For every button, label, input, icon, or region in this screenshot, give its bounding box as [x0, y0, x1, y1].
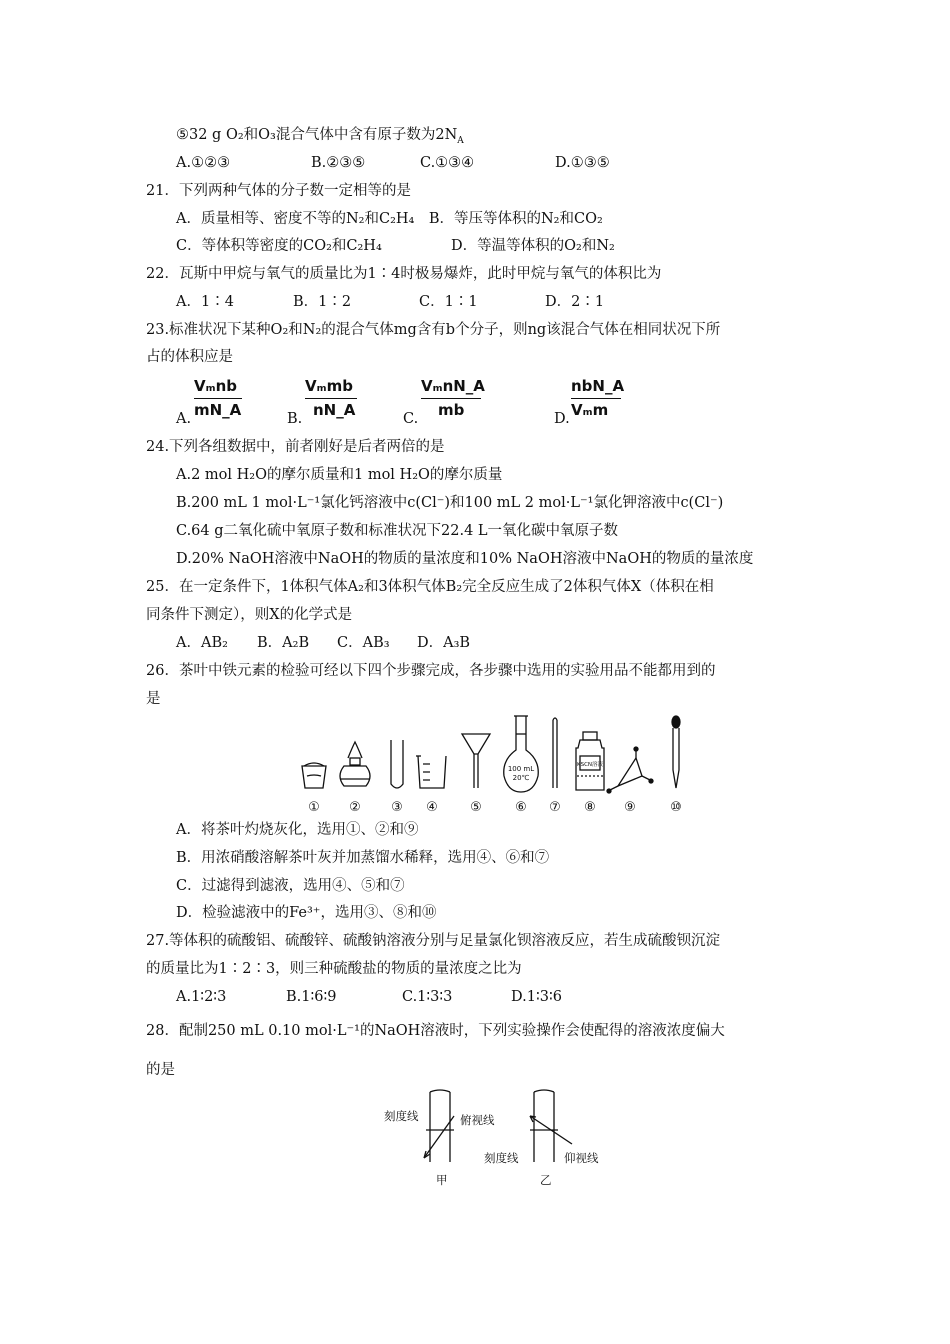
dropper-icon	[672, 716, 680, 788]
fig-label-8: ⑧	[584, 800, 596, 815]
yi-view-label: 仰视线	[564, 1151, 599, 1165]
q23-option-d-denominator: Vₘm	[571, 401, 609, 419]
q23-option-b-label: B.	[287, 411, 303, 427]
q27-option-b: B.1∶6∶9	[286, 989, 337, 1005]
crucible-icon	[302, 763, 326, 788]
jia-scale-label: 刻度线	[384, 1109, 419, 1123]
q23-option-a-label: A.	[176, 411, 192, 427]
q25-stem-line1: 25．在一定条件下，1体积气体A₂和3体积气体B₂完全反应生成了2体积气体X（体积在相	[146, 579, 714, 595]
q23-option-a-denominator: mN_A	[194, 401, 242, 419]
q22-stem: 22．瓦斯中甲烷与氧气的质量比为1∶4时极易爆炸，此时甲烷与氧气的体积比为	[146, 266, 662, 282]
q23-stem-line1: 23.标准状况下某种O₂和N₂的混合气体mg含有b个分子，则ng该混合气体在相同状况下所	[146, 322, 721, 338]
q26-stem-line1: 26．茶叶中铁元素的检验可经以下四个步骤完成，各步骤中选用的实验用品不能都用到的	[146, 663, 716, 679]
q26-option-d: D．检验滤液中的Fe³⁺，选用③、⑧和⑩	[176, 905, 437, 921]
q20-statement-5	[176, 126, 464, 144]
q22-option-b: B．1∶2	[293, 294, 352, 310]
q22-option-c: C．1∶1	[419, 294, 478, 310]
q25-option-d: D．A₃B	[417, 635, 471, 651]
q24-option-b: B.200 mL 1 mol·L⁻¹氯化钙溶液中c(Cl⁻)和100 mL 2 mol·L⁻¹氯化钾溶液中c(Cl⁻)	[176, 495, 724, 511]
q23-option-c-denominator: mb	[438, 401, 465, 419]
q28-stem-line2: 的是	[146, 1062, 175, 1078]
q27-option-a: A.1∶2∶3	[176, 989, 227, 1005]
q21-option-d: D．等温等体积的O₂和N₂	[451, 238, 615, 254]
q26-stem-line2: 是	[146, 691, 161, 707]
q26-option-a: A．将茶叶灼烧灰化，选用①、②和⑨	[176, 822, 419, 838]
yi-label: 乙	[540, 1173, 552, 1187]
q23-option-a-fraction	[194, 377, 242, 425]
q23-option-b-numerator: Vₘmb	[305, 377, 353, 395]
fig-label-4: ④	[426, 800, 438, 815]
q20-statement-5-sub: A	[457, 135, 464, 146]
alcohol-lamp-icon	[340, 742, 370, 786]
q25-option-a: A．AB₂	[176, 635, 228, 651]
fig-label-10: ⑩	[670, 800, 682, 815]
q23-option-d-fraction	[571, 377, 625, 425]
q28-reading-figure	[380, 1086, 610, 1190]
q26-apparatus-figure	[290, 712, 700, 816]
q25-option-c: C．AB₃	[337, 635, 390, 651]
q23-option-c-label: C.	[403, 411, 419, 427]
fig-label-5: ⑤	[470, 800, 482, 815]
yi-scale-label: 刻度线	[484, 1151, 519, 1165]
test-tube-icon	[391, 740, 403, 788]
fraction-bar	[571, 398, 621, 399]
q23-option-a-numerator: Vₘnb	[194, 377, 237, 395]
q27-option-c: C.1∶3∶3	[402, 989, 453, 1005]
fig-label-2: ②	[349, 800, 361, 815]
q23-stem-line2: 占的体积应是	[146, 349, 233, 365]
reagent-bottle-icon	[576, 732, 604, 790]
q26-option-b: B．用浓硝酸溶解茶叶灰并加蒸馏水稀释，选用④、⑥和⑦	[176, 850, 550, 866]
beaker-icon	[416, 756, 446, 788]
jia-view-label: 俯视线	[460, 1113, 495, 1127]
q25-option-b: B．A₂B	[257, 635, 310, 651]
fig-label-7: ⑦	[549, 800, 561, 815]
q20-option-c: C.①③④	[420, 155, 475, 171]
fig-label-3: ③	[391, 800, 403, 815]
q28-stem-line1: 28．配制250 mL 0.10 mol·L⁻¹的NaOH溶液时，下列实验操作会使配得的溶液浓度偏大	[146, 1023, 725, 1039]
clay-triangle-icon	[607, 747, 653, 793]
bottle-label: KSCN溶液	[576, 762, 604, 768]
q24-option-d: D.20% NaOH溶液中NaOH的物质的量浓度和10% NaOH溶液中NaOH的物质的量浓度	[176, 551, 754, 567]
q21-options-ab: A．质量相等、密度不等的N₂和C₂H₄ B．等压等体积的N₂和CO₂	[176, 211, 603, 227]
q26-option-c: C．过滤得到滤液，选用④、⑤和⑦	[176, 878, 405, 894]
fig-label-9: ⑨	[624, 800, 636, 815]
q23-option-d-numerator: nbN_A	[571, 377, 625, 395]
q24-option-c: C.64 g二氧化硫中氧原子数和标准状况下22.4 L一氧化碳中氧原子数	[176, 523, 619, 539]
flask-neck-jia	[424, 1090, 454, 1162]
fig-label-1: ①	[308, 800, 320, 815]
q25-stem-line2: 同条件下测定），则X的化学式是	[146, 607, 353, 623]
fraction-bar	[194, 398, 242, 399]
q20-option-b: B.②③⑤	[311, 155, 366, 171]
q20-option-a: A.①②③	[176, 155, 231, 171]
q27-stem-line2: 的质量比为1∶2∶3，则三种硫酸盐的物质的量浓度之比为	[146, 961, 522, 977]
q23-option-c-fraction	[421, 377, 485, 425]
q22-option-d: D．2∶1	[545, 294, 605, 310]
q24-stem: 24.下列各组数据中，前者刚好是后者两倍的是	[146, 439, 445, 455]
q20-option-d: D.①③⑤	[555, 155, 610, 171]
fig-label-6: ⑥	[515, 800, 527, 815]
q21-stem: 21．下列两种气体的分子数一定相等的是	[146, 183, 411, 199]
q23-option-d-label: D.	[554, 411, 570, 427]
q24-option-a: A.2 mol H₂O的摩尔质量和1 mol H₂O的摩尔质量	[176, 467, 503, 483]
q22-option-a: A．1∶4	[176, 294, 234, 310]
q27-option-d: D.1∶3∶6	[511, 989, 562, 1005]
q27-stem-line1: 27.等体积的硫酸铝、硫酸锌、硫酸钠溶液分别与足量氯化钡溶液反应，若生成硫酸钡沉淀	[146, 933, 721, 949]
glass-rod-icon	[553, 718, 557, 788]
flask-temp-label: 20℃	[512, 774, 530, 782]
fraction-bar	[305, 398, 357, 399]
q21-option-c: C．等体积等密度的CO₂和C₂H₄	[176, 238, 382, 254]
q23-option-b-denominator: nN_A	[313, 401, 356, 419]
fraction-bar	[421, 398, 481, 399]
flask-volume-label: 100 mL	[507, 765, 535, 773]
q20-statement-5-text: ⑤32 g O₂和O₃混合气体中含有原子数为2N	[176, 127, 458, 143]
q23-option-b-fraction	[305, 377, 357, 425]
q23-option-c-numerator: VₘnN_A	[421, 377, 485, 395]
jia-label: 甲	[436, 1173, 448, 1187]
funnel-icon	[462, 734, 490, 788]
